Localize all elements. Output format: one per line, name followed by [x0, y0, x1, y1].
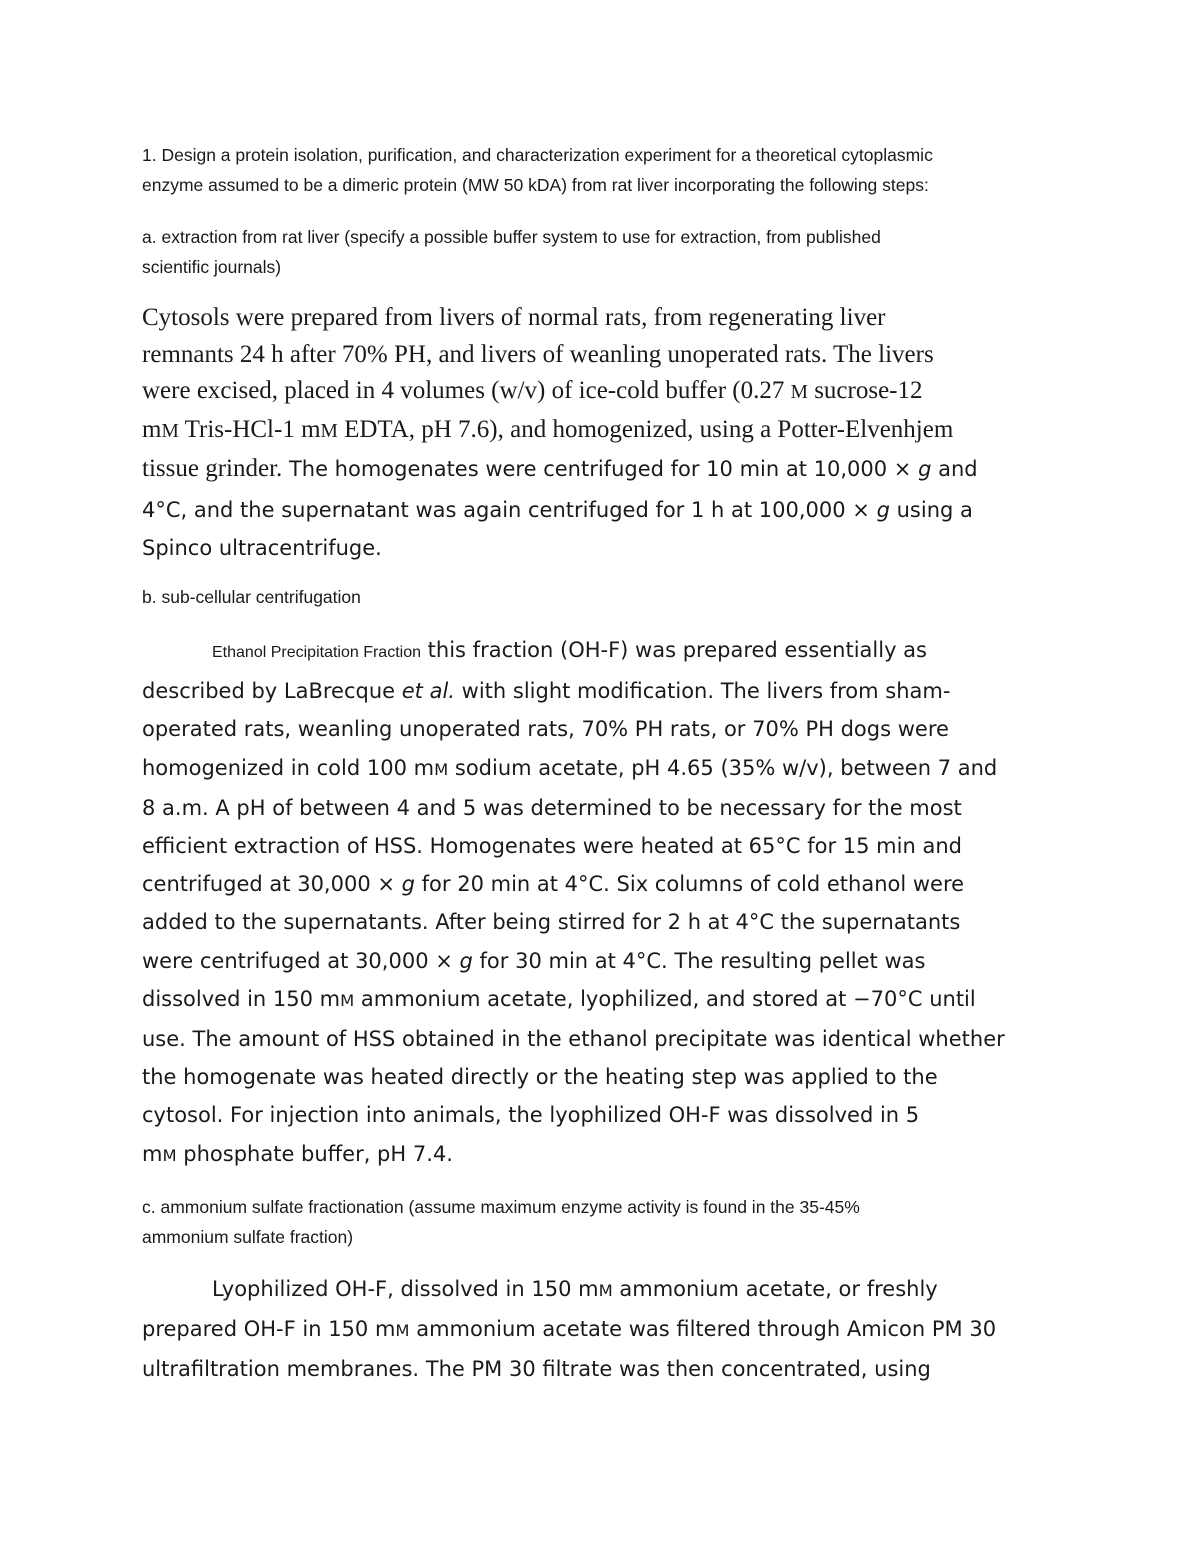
step-a-line: scientific journals): [142, 257, 282, 277]
answer-a-line: were excised, placed in 4 volumes (w/v) of ice-cold buffer (0.27 M sucrose-12: [142, 377, 923, 404]
answer-b-line: centrifuged at 30,000 × g for 20 min at 4°C. Six columns of cold ethanol were: [142, 872, 965, 897]
step-b-label: b. sub-cellular centrifugation: [142, 587, 361, 607]
question-line: 1. Design a protein isolation, purification, and characterization experiment for a theoretical cytoplasmic: [142, 145, 933, 165]
answer-b-line: operated rats, weanling unoperated rats, 70% PH rats, or 70% PH dogs were: [142, 717, 949, 742]
question-1: [142, 140, 1062, 200]
answer-b-line: dissolved in 150 mM ammonium acetate, lyophilized, and stored at −70°C until: [142, 986, 976, 1011]
answer-a-line: 4°C, and the supernatant was again centrifuged for 1 h at 100,000 × g using a: [142, 498, 973, 522]
fraction-label: Ethanol Precipitation Fraction: [212, 644, 421, 661]
step-a-line: a. extraction from rat liver (specify a possible buffer system to use for extraction, from published: [142, 227, 881, 247]
answer-b-line: were centrifuged at 30,000 × g for 30 min at 4°C. The resulting pellet was: [142, 948, 926, 973]
answer-b-line: mM phosphate buffer, pH 7.4.: [142, 1141, 453, 1166]
answer-b-line: added to the supernatants. After being stirred for 2 h at 4°C the supernatants: [142, 910, 961, 935]
answer-b-line: the homogenate was heated directly or the heating step was applied to the: [142, 1065, 938, 1090]
answer-b-line: homogenized in cold 100 mM sodium acetate, pH 4.65 (35% w/v), between 7 and: [142, 755, 998, 780]
step-c-line: c. ammonium sulfate fractionation (assume maximum enzyme activity is found in the 35-45%: [142, 1197, 860, 1217]
step-a-prompt: [142, 222, 1062, 282]
answer-b: [142, 631, 1062, 1175]
answer-c-line: prepared OH-F in 150 mM ammonium acetate was filtered through Amicon PM 30: [142, 1317, 997, 1342]
answer-c: [142, 1270, 1062, 1389]
answer-a-line: Cytosols were prepared from livers of normal rats, from regenerating liver: [142, 304, 886, 331]
answer-c-line: ultrafiltration membranes. The PM 30 filtrate was then concentrated, using: [142, 1357, 931, 1382]
answer-b-line: efficient extraction of HSS. Homogenates were heated at 65°C for 15 min and: [142, 834, 962, 859]
answer-a-line: tissue grinder. The homogenates were centrifuged for 10 min at 10,000 × g and: [142, 455, 978, 482]
answer-a: [142, 300, 1062, 567]
step-b-prompt: [142, 582, 1062, 612]
answer-a-line: mM Tris-HCl-1 mM EDTA, pH 7.6), and homogenized, using a Potter-Elvenhjem: [142, 415, 954, 443]
answer-c-line: Lyophilized OH-F, dissolved in 150 mM ammonium acetate, or freshly: [212, 1277, 938, 1301]
answer-a-line: remnants 24 h after 70% PH, and livers of weanling unoperated rats. The livers: [142, 340, 934, 368]
answer-b-line: use. The amount of HSS obtained in the ethanol precipitate was identical whether: [142, 1027, 1005, 1052]
answer-b-line: 8 a.m. A pH of between 4 and 5 was determined to be necessary for the most: [142, 795, 962, 820]
step-c-prompt: [142, 1192, 1062, 1252]
answer-b-line: cytosol. For injection into animals, the lyophilized OH-F was dissolved in 5: [142, 1103, 920, 1128]
answer-b-line: described by LaBrecque et al. with slight modification. The livers from sham-: [142, 679, 951, 704]
answer-a-line: Spinco ultracentrifuge.: [142, 536, 382, 561]
step-c-line: ammonium sulfate fraction): [142, 1227, 354, 1247]
question-line: enzyme assumed to be a dimeric protein (MW 50 kDA) from rat liver incorporating the following steps:: [142, 175, 929, 195]
answer-b-line: Ethanol Precipitation Fraction this fraction (OH-F) was prepared essentially as: [212, 638, 927, 662]
